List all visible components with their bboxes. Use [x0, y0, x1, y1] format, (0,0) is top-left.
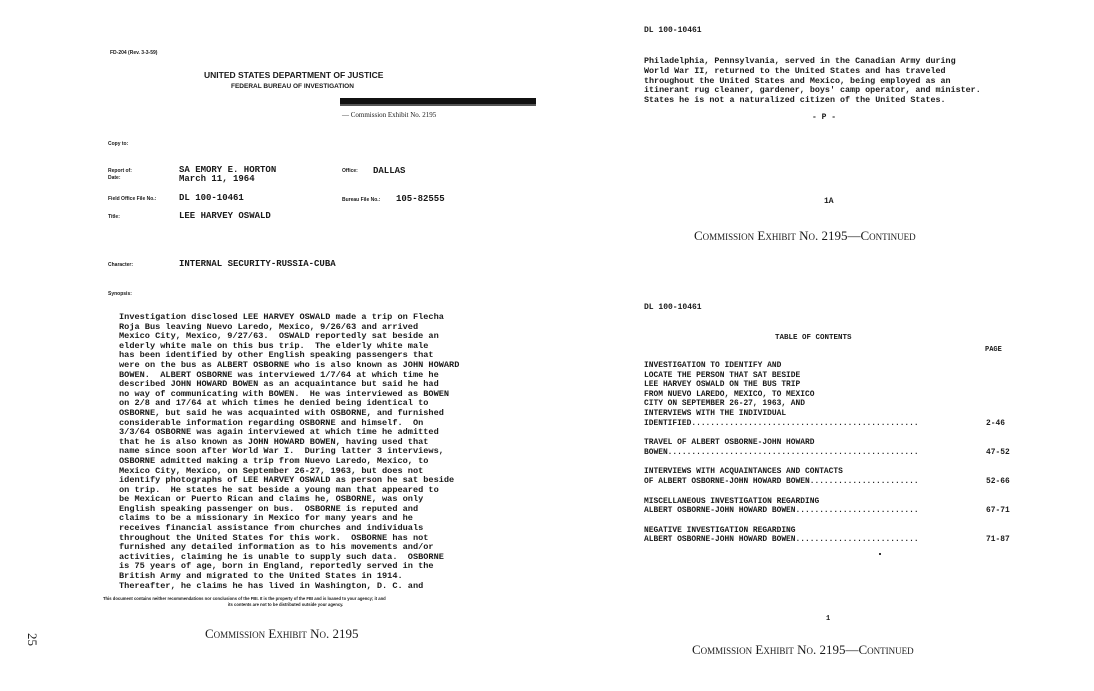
bureau-file-value: 105-82555 [396, 194, 445, 204]
synopsis-line: BOWEN. ALBERT OSBORNE was interviewed 1/7/64 at which time he [119, 369, 439, 380]
synopsis-line: no way of communicating with BOWEN. He was interviewed as BOWEN [119, 388, 450, 399]
character-label: Character: [108, 262, 134, 268]
agency-heading: UNITED STATES DEPARTMENT OF JUSTICE [204, 70, 384, 80]
toc-entry-line: INTERVIEWS WITH THE INDIVIDUAL [644, 408, 787, 418]
synopsis-line: described JOHN HOWARD BOWEN as an acquaintance but said he had [119, 379, 439, 390]
synopsis-line: elderly white male on this bus trip. The elderly white male [119, 340, 429, 351]
synopsis-line: receives financial assistance from churches and individuals [119, 523, 424, 534]
right-top-line: throughout the United States and Mexico, being employed as an [644, 75, 951, 86]
office-label: Office: [342, 168, 358, 174]
scan-speck [879, 553, 881, 555]
character-value: INTERNAL SECURITY-RUSSIA-CUBA [179, 259, 336, 269]
right-top-line: States he is not a naturalized citizen of the United States. [644, 95, 946, 106]
toc-entry [644, 526, 1020, 545]
toc-file-no: DL 100-10461 [644, 303, 702, 312]
synopsis-line: identify photographs of LEE HARVEY OSWALD as person he sat beside [119, 475, 455, 486]
redaction-bar-shadow [340, 104, 536, 106]
toc-entry-pages: 52-66 [986, 476, 1010, 486]
synopsis-line: Investigation disclosed LEE HARVEY OSWALD made a trip on Flecha [119, 312, 444, 322]
toc-list [644, 361, 1020, 555]
toc-entry-line: NEGATIVE INVESTIGATION REGARDING [644, 525, 796, 535]
toc-entry [644, 438, 1020, 457]
report-of-value: SA EMORY E. HORTON [179, 165, 277, 175]
right-top-page-no: 1A [824, 197, 834, 206]
synopsis-line: Mexico City, Mexico, 9/27/63. OSWALD reportedly sat beside an [119, 331, 439, 342]
synopsis-line: has been identified by other English speaking passengers that [119, 350, 434, 361]
synopsis-line: claims to be a missionary in Mexico for many years and he [119, 513, 413, 524]
form-number: FD-204 (Rev. 3-3-59) [110, 50, 158, 56]
synopsis-line: on 2/8 and 17/64 at which times he denied being identical to [119, 398, 429, 409]
exhibit-stamp: — Commission Exhibit No. 2195 [342, 111, 437, 119]
synopsis-line: throughout the United States for this work. OSBORNE has not [119, 532, 429, 543]
synopsis-line: 3/3/64 OSBORNE was again interviewed at which time he admitted [119, 427, 439, 438]
synopsis-line: OSBORNE, but said he was acquainted with OSBORNE, and furnished [119, 407, 444, 418]
title-value: LEE HARVEY OSWALD [179, 211, 271, 221]
left-exhibit-caption: Commission Exhibit No. 2195 [205, 626, 359, 641]
toc-page-heading: PAGE [985, 346, 1002, 354]
toc-entry-line: FROM NUEVO LAREDO, MEXICO, TO MEXICO [644, 389, 815, 399]
toc-entry-leader-line: ALBERT OSBORNE-JOHN HOWARD BOWEN.......................... [644, 506, 919, 516]
toc-title: TABLE OF CONTENTS [775, 334, 852, 342]
field-office-label: Field Office File No.: [108, 196, 157, 202]
right-bottom-exhibit-caption: Commission Exhibit No. 2195—Continued [692, 642, 914, 657]
toc-entry-line: INTERVIEWS WITH ACQUAINTANCES AND CONTACTS [644, 467, 843, 477]
footer-notice-line-1: This document contains neither recommendations nor conclusions of the FBI. It is the property of the FBI and is loaned to your agency; it and [103, 596, 386, 601]
right-top-line: World War II, returned to the United States and has traveled [644, 65, 946, 76]
toc-entry-leader-line: IDENTIFIED................................................ [644, 418, 919, 428]
toc-entry-line: LEE HARVEY OSWALD ON THE BUS TRIP [644, 380, 801, 390]
report-of-label: Report of: [108, 168, 132, 174]
synopsis-line: English speaking passenger on bus. OSBORNE is reputed and [119, 503, 419, 514]
right-top-line: itinerant rug cleaner, gardener, boys' camp operator, and minister. [644, 85, 981, 96]
bureau-file-label: Bureau File No.: [342, 197, 381, 203]
toc-entry-leader-line: OF ALBERT OSBORNE-JOHN HOWARD BOWEN....................... [644, 476, 919, 486]
toc-entry-leader-line: BOWEN..................................................... [644, 447, 919, 457]
toc-entry-line: LOCATE THE PERSON THAT SAT BESIDE [644, 370, 801, 380]
right-top-body [644, 57, 981, 106]
toc-entry-line: TRAVEL OF ALBERT OSBORNE-JOHN HOWARD [644, 438, 815, 448]
footer-notice-line-2: its contents are not to be distributed outside your agency. [228, 602, 344, 607]
toc-entry [644, 361, 1020, 428]
synopsis-line: on trip. He states he sat beside a young man that appeared to [119, 484, 439, 495]
toc-entry [644, 467, 1020, 486]
field-office-value: DL 100-10461 [179, 193, 244, 203]
right-top-exhibit-caption: Commission Exhibit No. 2195—Continued [694, 228, 916, 243]
toc-entry-pages: 67-71 [986, 506, 1010, 516]
synopsis-line: be Mexican or Puerto Rican and claims he, OSBORNE, was only [119, 494, 424, 505]
side-page-number: 25 [25, 633, 40, 646]
toc-page-no: 1 [826, 615, 831, 623]
toc-entry-line: CITY ON SEPTEMBER 26-27, 1963, AND [644, 399, 805, 409]
synopsis-label: Synopsis: [108, 291, 132, 297]
toc-entry-leader-line: ALBERT OSBORNE-JOHN HOWARD BOWEN.......................... [644, 535, 919, 545]
synopsis-line: name since soon after World War I. During latter 3 interviews, [119, 446, 444, 457]
synopsis-line: is 75 years of age, born in England, reportedly served in the [119, 561, 434, 572]
toc-entry-line: MISCELLANEOUS INVESTIGATION REGARDING [644, 496, 820, 506]
toc-entry [644, 497, 1020, 516]
toc-entry-pages: 71-87 [986, 535, 1010, 545]
synopsis-text [119, 313, 459, 591]
date-value: March 11, 1964 [179, 174, 255, 184]
right-top-file-no: DL 100-10461 [644, 26, 702, 35]
toc-entry-pages: 2-46 [986, 418, 1005, 428]
title-label: Title: [108, 214, 120, 220]
exhibit-stamp-text: Commission Exhibit No. 2195 [350, 111, 437, 119]
bureau-heading: FEDERAL BUREAU OF INVESTIGATION [231, 83, 354, 90]
synopsis-line: Roja Bus leaving Nuevo Laredo, Mexico, 9/26/63 and arrived [119, 321, 419, 332]
toc-entry-pages: 47-52 [986, 447, 1010, 457]
office-value: DALLAS [373, 166, 406, 176]
right-top-line: Philadelphia, Pennsylvania, served in the Canadian Army during [644, 56, 956, 66]
copy-to-label: Copy to: [108, 141, 129, 147]
synopsis-line: British Army and migrated to the United States in 1914. [119, 571, 403, 582]
toc-entry-line: INVESTIGATION TO IDENTIFY AND [644, 361, 782, 370]
synopsis-line: were on the bus as ALBERT OSBORNE who is also known as JOHN HOWARD [119, 359, 460, 370]
synopsis-line: furnished any detailed information as to his movements and/or [119, 542, 434, 553]
synopsis-line: that he is also known as JOHN HOWARD BOWEN, having used that [119, 436, 429, 447]
synopsis-line: Mexico City, Mexico, on September 26-27, 1963, but does not [119, 465, 424, 476]
synopsis-line: considerable information regarding OSBORNE and himself. On [119, 417, 424, 428]
synopsis-line: OSBORNE admitted making a trip from Nuevo Laredo, Mexico, to [119, 455, 429, 466]
right-top-marker: - P - [812, 113, 837, 122]
date-label: Date: [108, 175, 121, 181]
synopsis-line: activities, claiming he is unable to supply such data. OSBORNE [119, 551, 444, 562]
synopsis-line: Thereafter, he claims he has lived in Washington, D. C. and [119, 580, 424, 591]
